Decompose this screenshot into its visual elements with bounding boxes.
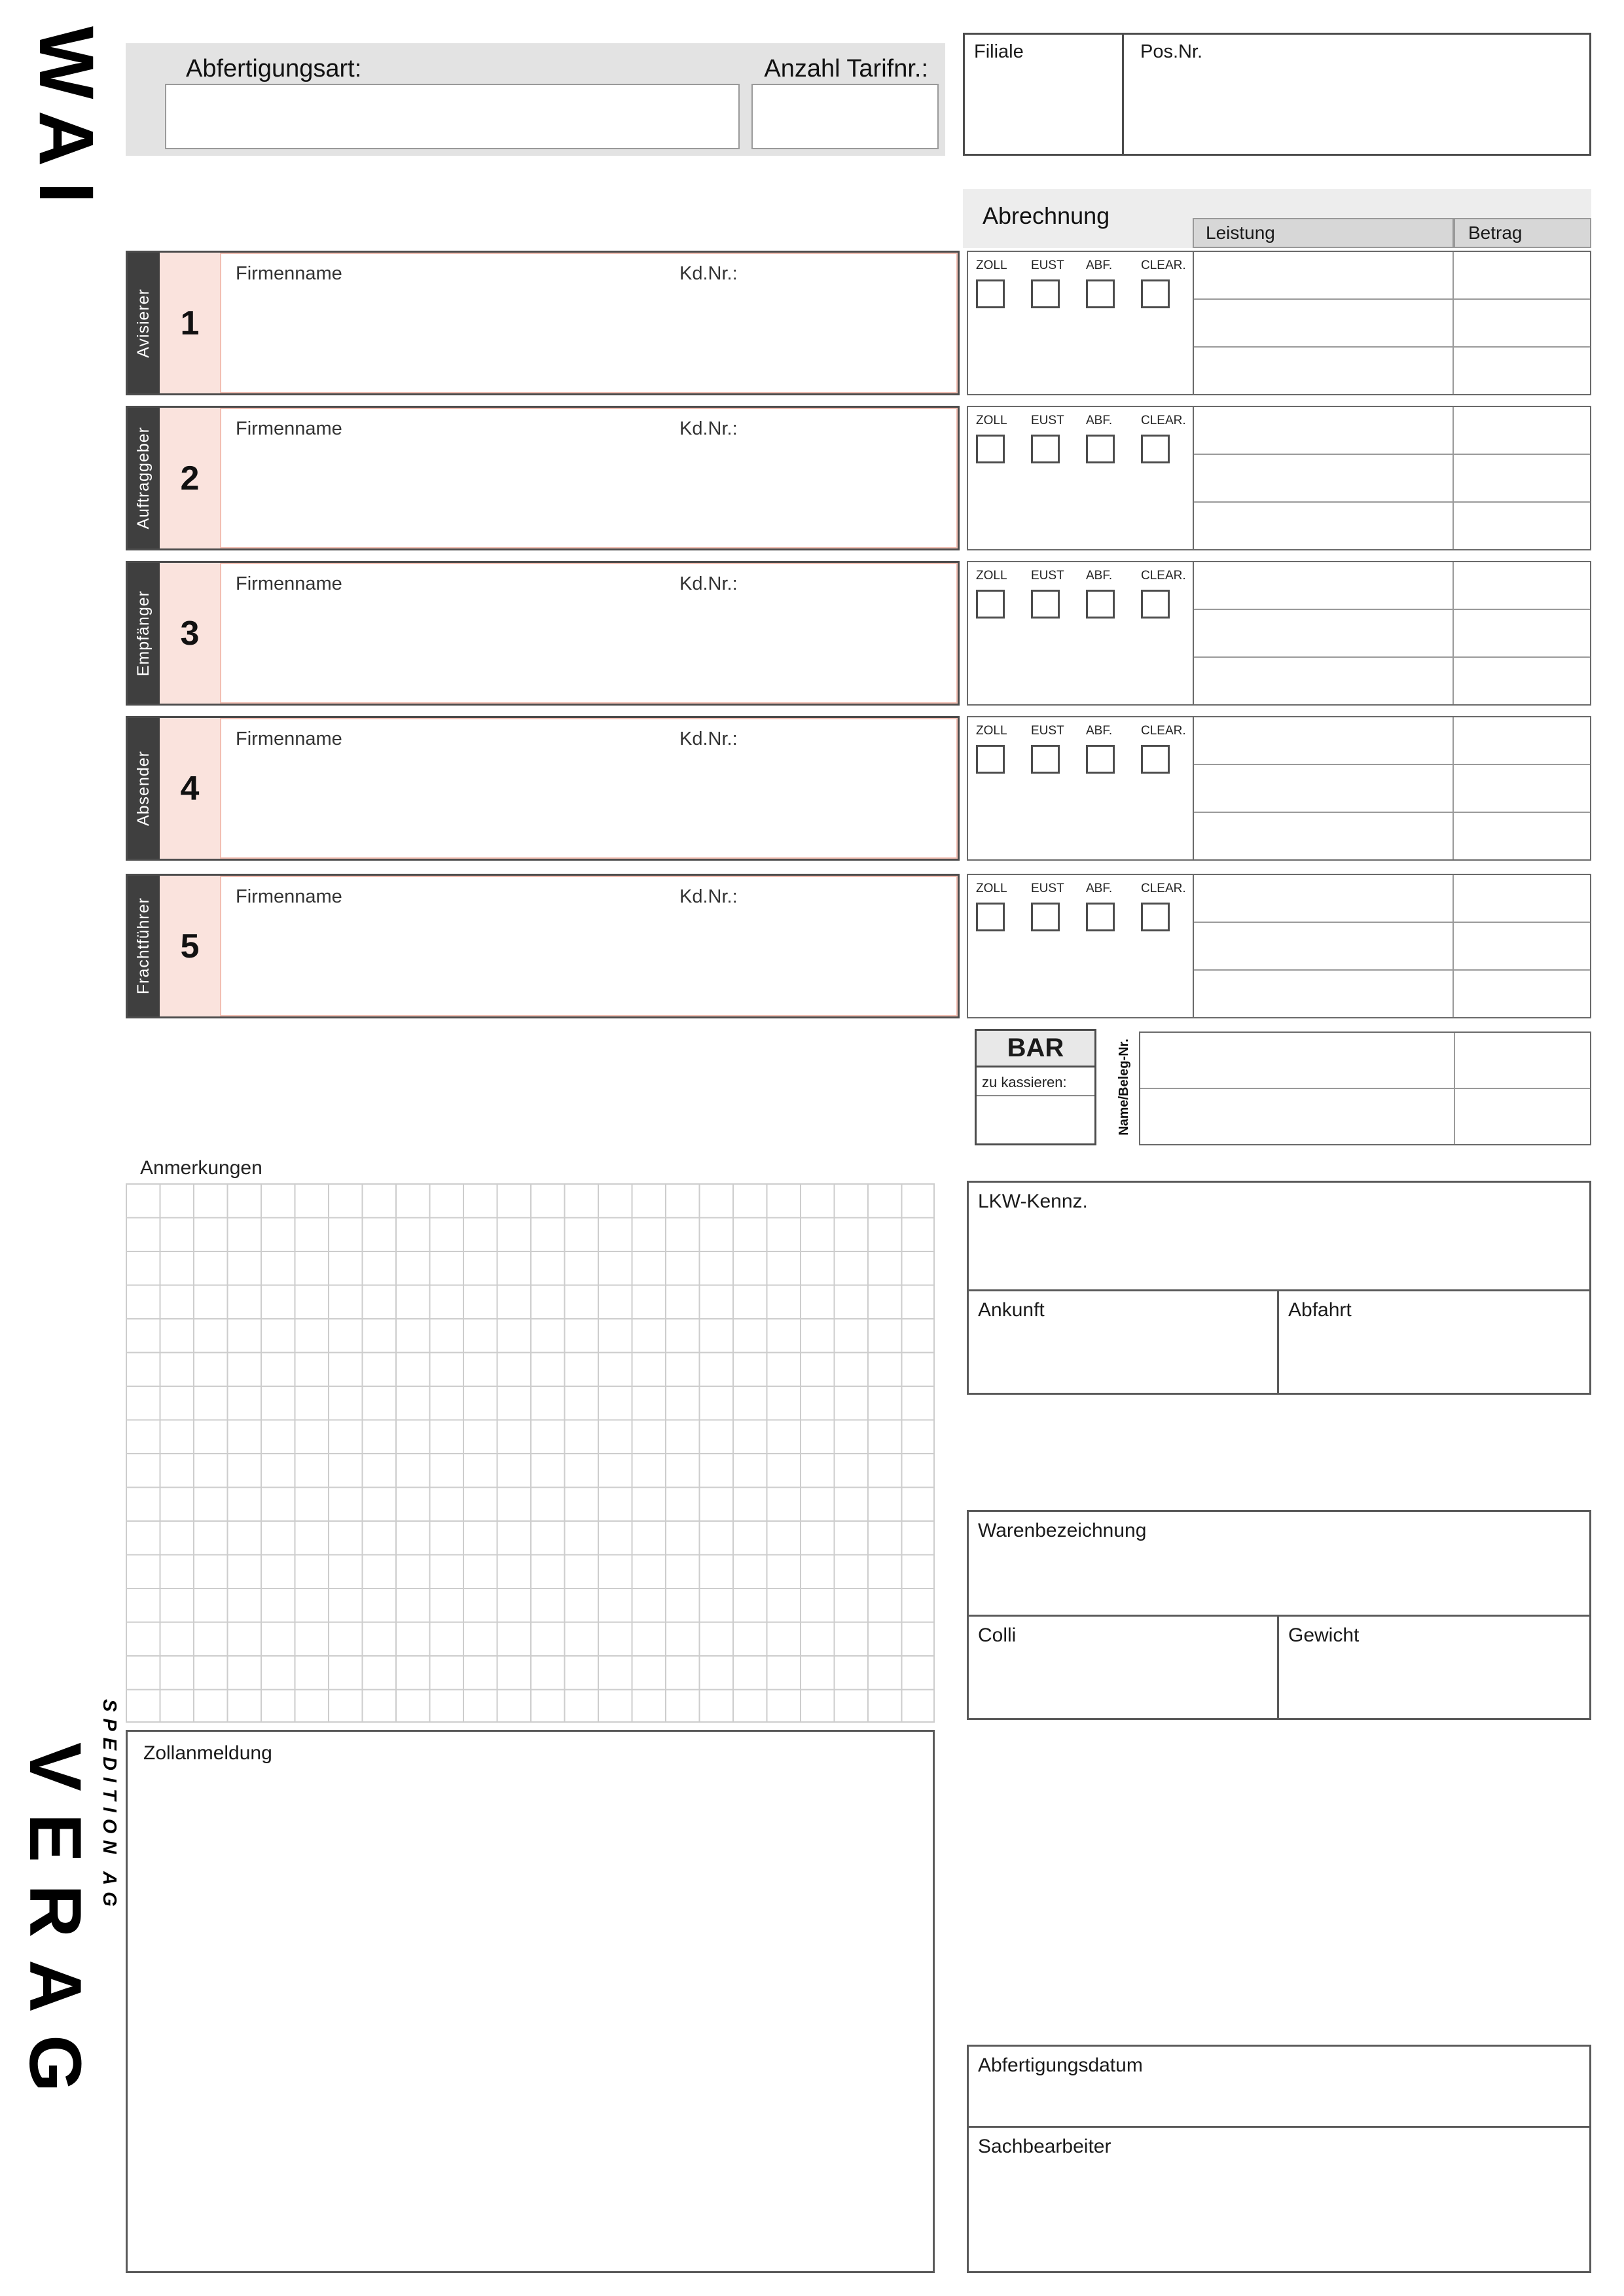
kdnr-label: Kd.Nr.: xyxy=(679,573,738,594)
leistung-cell[interactable] xyxy=(1194,813,1454,859)
party-number: 3 xyxy=(160,563,220,704)
abf-checkbox[interactable] xyxy=(1086,745,1115,774)
party-block-absender xyxy=(126,716,960,861)
abrechnung-row-5 xyxy=(967,874,1591,1018)
zoll-label: ZOLL xyxy=(976,259,1007,272)
party-number: 4 xyxy=(160,718,220,859)
clear-checkbox[interactable] xyxy=(1141,903,1170,931)
bar-amount-rows xyxy=(1139,1031,1591,1145)
zoll-col xyxy=(976,414,1026,549)
role-label: Absender xyxy=(134,750,153,827)
firmenname-label: Firmenname xyxy=(236,886,342,907)
betrag-cell[interactable] xyxy=(1454,300,1590,346)
betrag-cell[interactable] xyxy=(1454,717,1590,764)
clear-col xyxy=(1141,569,1191,704)
eust-checkbox[interactable] xyxy=(1031,745,1060,774)
betrag-cell[interactable] xyxy=(1454,252,1590,298)
firmenname-label: Firmenname xyxy=(236,728,342,749)
role-bar xyxy=(128,876,160,1016)
zoll-label: ZOLL xyxy=(976,724,1007,738)
anmerkungen-grid-field[interactable] xyxy=(126,1183,935,1723)
zollanmeldung-field[interactable] xyxy=(126,1730,935,2273)
abrechnung-row-1 xyxy=(967,251,1591,395)
abrechnung-table xyxy=(1194,562,1590,704)
abrechnung-title: Abrechnung xyxy=(983,202,1110,229)
role-label: Auftraggeber xyxy=(134,427,153,529)
abfertigungsdatum-label: Abfertigungsdatum xyxy=(978,2054,1143,2076)
zoll-col xyxy=(976,259,1026,394)
checkbox-zone xyxy=(968,717,1194,859)
leistung-cell[interactable] xyxy=(1194,562,1454,609)
betrag-cell[interactable] xyxy=(1454,658,1590,704)
zoll-col xyxy=(976,882,1026,1017)
party-main-field[interactable] xyxy=(220,253,958,393)
leistung-header: Leistung xyxy=(1193,218,1454,248)
clear-col xyxy=(1141,724,1191,859)
abfertigungsdatum-box xyxy=(967,2045,1591,2273)
clear-label: CLEAR. xyxy=(1141,569,1186,583)
anzahl-tarifnr-label: Anzahl Tarifnr.: xyxy=(764,55,928,82)
zollanmeldung-label: Zollanmeldung xyxy=(143,1742,272,1764)
betrag-cell[interactable] xyxy=(1454,503,1590,549)
party-number: 1 xyxy=(160,253,220,393)
betrag-cell[interactable] xyxy=(1454,765,1590,812)
betrag-cell[interactable] xyxy=(1454,813,1590,859)
eust-col xyxy=(1031,414,1081,549)
abrechnung-table xyxy=(1194,252,1590,394)
colli-field[interactable] xyxy=(969,1617,1279,1718)
leistung-cell[interactable] xyxy=(1194,503,1454,549)
leistung-cell[interactable] xyxy=(1194,610,1454,656)
zoll-checkbox[interactable] xyxy=(976,745,1005,774)
abf-checkbox[interactable] xyxy=(1086,590,1115,619)
posnr-label: Pos.Nr. xyxy=(1140,41,1203,62)
clear-checkbox[interactable] xyxy=(1141,590,1170,619)
betrag-cell[interactable] xyxy=(1454,610,1590,656)
warenbezeichnung-field[interactable] xyxy=(969,1512,1589,1617)
abf-col xyxy=(1086,724,1136,859)
eust-label: EUST xyxy=(1031,569,1064,583)
checkbox-zone xyxy=(968,252,1194,394)
betrag-cell[interactable] xyxy=(1454,875,1590,922)
verag-logo: VERAG xyxy=(14,1742,96,2115)
bar-betrag-cell[interactable] xyxy=(1455,1089,1590,1144)
filiale-field[interactable] xyxy=(965,35,1124,154)
abf-label: ABF. xyxy=(1086,724,1113,738)
eust-col xyxy=(1031,882,1081,1017)
abf-label: ABF. xyxy=(1086,414,1113,427)
colli-label: Colli xyxy=(978,1624,1017,1646)
name-beleg-label: Name/Beleg-Nr. xyxy=(1117,1039,1131,1136)
gewicht-label: Gewicht xyxy=(1288,1624,1360,1646)
leistung-cell[interactable] xyxy=(1194,765,1454,812)
eust-label: EUST xyxy=(1031,724,1064,738)
abrechnung-table xyxy=(1194,407,1590,549)
filiale-label: Filiale xyxy=(974,41,1024,62)
party-block-avisierer xyxy=(126,251,960,395)
party-main-field[interactable] xyxy=(220,876,958,1016)
betrag-header: Betrag xyxy=(1454,218,1591,248)
filiale-posnr-box xyxy=(963,33,1591,156)
bar-title: BAR xyxy=(977,1031,1094,1067)
zoll-col xyxy=(976,569,1026,704)
clear-checkbox[interactable] xyxy=(1141,279,1170,308)
party-block-auftraggeber xyxy=(126,406,960,550)
eust-checkbox[interactable] xyxy=(1031,590,1060,619)
abfertigungsart-label: Abfertigungsart: xyxy=(186,55,362,82)
leistung-cell[interactable] xyxy=(1194,455,1454,501)
abrechnung-row-2 xyxy=(967,406,1591,550)
role-label: Avisierer xyxy=(134,288,153,358)
eust-checkbox[interactable] xyxy=(1031,903,1060,931)
leistung-cell[interactable] xyxy=(1194,348,1454,394)
leistung-cell[interactable] xyxy=(1194,300,1454,346)
abf-checkbox[interactable] xyxy=(1086,435,1115,463)
eust-col xyxy=(1031,724,1081,859)
bar-leistung-cell[interactable] xyxy=(1140,1033,1455,1088)
party-number: 5 xyxy=(160,876,220,1016)
eust-label: EUST xyxy=(1031,882,1064,895)
abrechnung-row-3 xyxy=(967,561,1591,706)
zoll-checkbox[interactable] xyxy=(976,279,1005,308)
eust-checkbox[interactable] xyxy=(1031,435,1060,463)
anmerkungen-label: Anmerkungen xyxy=(140,1157,262,1179)
anzahl-tarifnr-field[interactable] xyxy=(751,84,939,149)
name-beleg-container xyxy=(1111,1029,1136,1145)
clear-label: CLEAR. xyxy=(1141,882,1186,895)
warenbezeichnung-label: Warenbezeichnung xyxy=(978,1520,1147,1541)
party-main-field[interactable] xyxy=(220,408,958,548)
zoll-col xyxy=(976,724,1026,859)
abrechnung-table xyxy=(1194,875,1590,1017)
checkbox-zone xyxy=(968,407,1194,549)
abf-col xyxy=(1086,882,1136,1017)
bar-box xyxy=(975,1029,1096,1145)
spedition-ag-label: SPEDITION AG xyxy=(99,1699,120,1913)
zoll-label: ZOLL xyxy=(976,569,1007,583)
betrag-cell[interactable] xyxy=(1454,348,1590,394)
abf-label: ABF. xyxy=(1086,882,1113,895)
ankunft-field[interactable] xyxy=(969,1291,1279,1393)
clear-label: CLEAR. xyxy=(1141,259,1186,272)
zu-kassieren-label: zu kassieren: xyxy=(977,1067,1094,1096)
gewicht-field[interactable] xyxy=(1279,1617,1589,1718)
zoll-label: ZOLL xyxy=(976,882,1007,895)
zoll-label: ZOLL xyxy=(976,414,1007,427)
clear-col xyxy=(1141,882,1191,1017)
clear-label: CLEAR. xyxy=(1141,724,1186,738)
role-bar xyxy=(128,408,160,548)
role-bar xyxy=(128,253,160,393)
lkw-box xyxy=(967,1181,1591,1395)
clear-col xyxy=(1141,259,1191,394)
firmenname-label: Firmenname xyxy=(236,573,342,594)
leistung-cell[interactable] xyxy=(1194,923,1454,969)
lkw-label: LKW-Kennz. xyxy=(978,1191,1088,1212)
betrag-cell[interactable] xyxy=(1454,923,1590,969)
eust-col xyxy=(1031,569,1081,704)
bar-leistung-cell[interactable] xyxy=(1140,1089,1455,1144)
abrechnung-table xyxy=(1194,717,1590,859)
eust-label: EUST xyxy=(1031,259,1064,272)
abf-col xyxy=(1086,569,1136,704)
lkw-field[interactable] xyxy=(969,1183,1589,1291)
party-number: 2 xyxy=(160,408,220,548)
kdnr-label: Kd.Nr.: xyxy=(679,418,738,439)
party-main-field[interactable] xyxy=(220,718,958,859)
abfertigungsdatum-field[interactable] xyxy=(969,2047,1589,2128)
eust-label: EUST xyxy=(1031,414,1064,427)
role-label: Frachtführer xyxy=(134,897,153,995)
abf-label: ABF. xyxy=(1086,569,1113,583)
kdnr-label: Kd.Nr.: xyxy=(679,263,738,284)
checkbox-zone xyxy=(968,562,1194,704)
kdnr-label: Kd.Nr.: xyxy=(679,886,738,907)
firmenname-label: Firmenname xyxy=(236,263,342,284)
clear-col xyxy=(1141,414,1191,549)
leistung-cell[interactable] xyxy=(1194,252,1454,298)
abf-checkbox[interactable] xyxy=(1086,279,1115,308)
betrag-cell[interactable] xyxy=(1454,562,1590,609)
zoll-checkbox[interactable] xyxy=(976,590,1005,619)
abf-checkbox[interactable] xyxy=(1086,903,1115,931)
abfahrt-field[interactable] xyxy=(1279,1291,1589,1393)
party-block-empfaenger xyxy=(126,561,960,706)
abfertigungsart-field[interactable] xyxy=(165,84,740,149)
zoll-checkbox[interactable] xyxy=(976,435,1005,463)
party-main-field[interactable] xyxy=(220,563,958,704)
checkbox-zone xyxy=(968,875,1194,1017)
leistung-cell[interactable] xyxy=(1194,407,1454,454)
eust-checkbox[interactable] xyxy=(1031,279,1060,308)
party-block-frachtfuehrer xyxy=(126,874,960,1018)
bar-betrag-cell[interactable] xyxy=(1455,1033,1590,1088)
abf-col xyxy=(1086,414,1136,549)
role-bar xyxy=(128,563,160,704)
abfahrt-label: Abfahrt xyxy=(1288,1299,1352,1321)
role-label: Empfänger xyxy=(134,590,153,677)
leistung-cell[interactable] xyxy=(1194,658,1454,704)
leistung-cell[interactable] xyxy=(1194,717,1454,764)
abf-col xyxy=(1086,259,1136,394)
kdnr-label: Kd.Nr.: xyxy=(679,728,738,749)
clear-checkbox[interactable] xyxy=(1141,435,1170,463)
betrag-cell[interactable] xyxy=(1454,407,1590,454)
wai-logo: WAI xyxy=(23,26,109,219)
abrechnung-header xyxy=(963,189,1591,248)
zoll-checkbox[interactable] xyxy=(976,903,1005,931)
firmenname-label: Firmenname xyxy=(236,418,342,439)
abf-label: ABF. xyxy=(1086,259,1113,272)
clear-checkbox[interactable] xyxy=(1141,745,1170,774)
ankunft-label: Ankunft xyxy=(978,1299,1045,1321)
role-bar xyxy=(128,718,160,859)
clear-label: CLEAR. xyxy=(1141,414,1186,427)
warenbezeichnung-box xyxy=(967,1510,1591,1720)
sachbearbeiter-field[interactable] xyxy=(969,2128,1589,2158)
header-block xyxy=(126,43,945,156)
abrechnung-row-4 xyxy=(967,716,1591,861)
eust-col xyxy=(1031,259,1081,394)
leistung-cell[interactable] xyxy=(1194,875,1454,922)
sachbearbeiter-label: Sachbearbeiter xyxy=(978,2136,1111,2157)
betrag-cell[interactable] xyxy=(1454,971,1590,1017)
leistung-cell[interactable] xyxy=(1194,971,1454,1017)
betrag-cell[interactable] xyxy=(1454,455,1590,501)
